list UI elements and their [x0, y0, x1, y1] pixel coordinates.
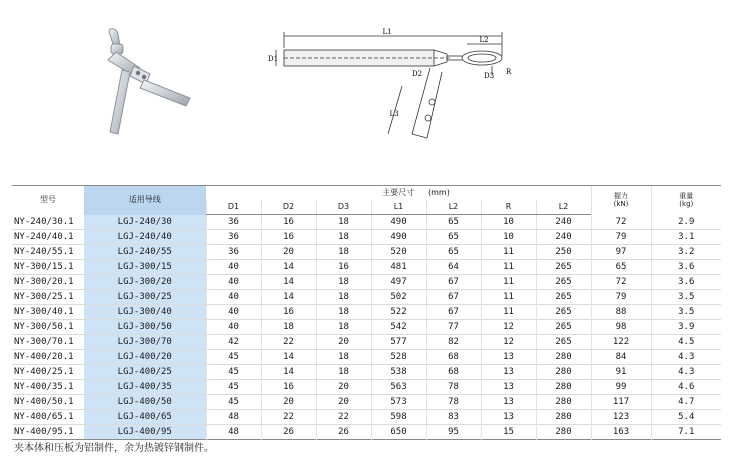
cell-weight: 4.5	[651, 335, 721, 350]
cell-d2: 20	[261, 245, 316, 260]
cell-wire: LGJ-300/40	[84, 305, 206, 320]
cell-weight: 4.3	[651, 365, 721, 380]
cell-d3: 18	[316, 245, 371, 260]
cell-model: NY-400/35.1	[14, 382, 74, 392]
cell-l1: 650	[371, 425, 426, 440]
table-row	[12, 320, 721, 335]
cell-d2: 14	[261, 290, 316, 305]
cell-wire: LGJ-400/50	[84, 395, 206, 410]
cell-l2: 67	[426, 305, 481, 320]
cell-grip: 123	[591, 410, 651, 425]
cell-d2: 16	[261, 215, 316, 230]
spec-table	[12, 185, 721, 440]
cell-d1: 45	[206, 395, 261, 410]
cell-l1: 573	[371, 395, 426, 410]
cell-l2: 65	[426, 230, 481, 245]
header-weight-unit: (kg)	[679, 200, 694, 209]
cell-d1: 40	[206, 320, 261, 335]
cell-l2: 78	[426, 380, 481, 395]
cell-d2: 16	[261, 230, 316, 245]
cell-weight: 3.5	[651, 305, 721, 320]
cell-l2: 77	[426, 320, 481, 335]
dim-label-d1: D1	[268, 55, 279, 63]
cell-d3: 18	[316, 290, 371, 305]
spec-table-body	[12, 215, 721, 440]
cell-d1: 40	[206, 290, 261, 305]
table-row	[12, 245, 721, 260]
cell-l1: 563	[371, 380, 426, 395]
header-grip	[591, 186, 651, 215]
cell-l1: 520	[371, 245, 426, 260]
cell-model: NY-300/40.1	[14, 307, 74, 317]
cell-r: 12	[481, 320, 536, 335]
cell-model: NY-400/95.1	[14, 427, 74, 437]
cell-d3: 20	[316, 380, 371, 395]
cell-l2b: 280	[536, 395, 591, 410]
table-row	[12, 335, 721, 350]
dim-label-r: R	[506, 68, 512, 76]
cell-d1: 40	[206, 305, 261, 320]
cell-model: NY-300/70.1	[14, 337, 74, 347]
header-weight	[651, 186, 721, 215]
cell-l1: 522	[371, 305, 426, 320]
cell-l2b: 265	[536, 260, 591, 275]
cell-d1: 36	[206, 215, 261, 230]
cell-grip: 98	[591, 320, 651, 335]
cell-d1: 48	[206, 410, 261, 425]
header-col-d1: D1	[206, 200, 261, 215]
cell-l2b: 280	[536, 350, 591, 365]
header-model: 型号	[12, 186, 84, 215]
cell-wire: LGJ-240/55	[84, 245, 206, 260]
cell-l2: 65	[426, 245, 481, 260]
cell-model: NY-300/15.1	[14, 262, 74, 272]
cell-model: NY-300/25.1	[14, 292, 74, 302]
cell-model: NY-300/20.1	[14, 277, 74, 287]
cell-l2: 67	[426, 290, 481, 305]
cell-grip: 122	[591, 335, 651, 350]
cell-wire: LGJ-240/40	[84, 230, 206, 245]
dim-label-d3: D3	[484, 72, 495, 80]
cell-d3: 18	[316, 275, 371, 290]
cell-d3: 18	[316, 230, 371, 245]
dimension-drawing	[262, 26, 524, 150]
cell-grip: 99	[591, 380, 651, 395]
cell-model: NY-300/50.1	[14, 322, 74, 332]
header-col-l2b: L2	[536, 200, 591, 215]
cell-l2b: 265	[536, 335, 591, 350]
cell-l2: 68	[426, 365, 481, 380]
cell-r: 10	[481, 230, 536, 245]
cell-weight: 3.6	[651, 260, 721, 275]
cell-weight: 7.1	[651, 425, 721, 440]
cell-l1: 497	[371, 275, 426, 290]
cell-l2: 83	[426, 410, 481, 425]
cell-l2b: 280	[536, 425, 591, 440]
cell-d1: 36	[206, 245, 261, 260]
cell-grip: 72	[591, 275, 651, 290]
cell-grip: 79	[591, 290, 651, 305]
cell-d3: 26	[316, 425, 371, 440]
header-wire: 适用导线	[84, 186, 206, 215]
cell-grip: 84	[591, 350, 651, 365]
cell-l2b: 265	[536, 305, 591, 320]
cell-d1: 45	[206, 350, 261, 365]
footnote: 夹本体和压板为铝制件，余为热镀锌钢制件。	[14, 443, 214, 454]
cell-weight: 4.3	[651, 350, 721, 365]
cell-r: 10	[481, 215, 536, 230]
cell-l2: 67	[426, 275, 481, 290]
cell-model: NY-400/65.1	[14, 412, 74, 422]
cell-r: 11	[481, 260, 536, 275]
header-col-l1: L1	[371, 200, 426, 215]
cell-grip: 163	[591, 425, 651, 440]
cell-d3: 18	[316, 215, 371, 230]
cell-d3: 20	[316, 395, 371, 410]
cell-l1: 490	[371, 230, 426, 245]
cell-d1: 36	[206, 230, 261, 245]
cell-l1: 542	[371, 320, 426, 335]
cell-grip: 88	[591, 305, 651, 320]
cell-d2: 22	[261, 410, 316, 425]
cell-weight: 3.9	[651, 320, 721, 335]
header-unit-mm: (mm)	[428, 188, 450, 197]
table-row	[12, 305, 721, 320]
cell-d1: 40	[206, 275, 261, 290]
header-col-d2: D2	[261, 200, 316, 215]
table-row	[12, 215, 721, 230]
cell-r: 13	[481, 380, 536, 395]
cell-d2: 16	[261, 305, 316, 320]
table-row	[12, 275, 721, 290]
cell-d3: 22	[316, 410, 371, 425]
cell-model: NY-400/50.1	[14, 397, 74, 407]
cell-l2b: 280	[536, 410, 591, 425]
cell-weight: 3.1	[651, 230, 721, 245]
table-row	[12, 350, 721, 365]
cell-model: NY-400/25.1	[14, 367, 74, 377]
dim-label-l2: L2	[479, 36, 489, 44]
cell-l1: 481	[371, 260, 426, 275]
cell-l1: 490	[371, 215, 426, 230]
cell-model: NY-400/20.1	[14, 352, 74, 362]
cell-grip: 91	[591, 365, 651, 380]
cell-grip: 117	[591, 395, 651, 410]
cell-wire: LGJ-400/35	[84, 380, 206, 395]
cell-d2: 14	[261, 275, 316, 290]
cell-l2b: 280	[536, 365, 591, 380]
cell-r: 15	[481, 425, 536, 440]
cell-r: 12	[481, 335, 536, 350]
cell-d3: 18	[316, 305, 371, 320]
cell-d2: 14	[261, 365, 316, 380]
cell-d2: 14	[261, 260, 316, 275]
cell-l1: 598	[371, 410, 426, 425]
cell-l2: 78	[426, 395, 481, 410]
cell-r: 11	[481, 305, 536, 320]
dim-label-l1: L1	[382, 28, 392, 36]
cell-d2: 18	[261, 320, 316, 335]
cell-wire: LGJ-300/25	[84, 290, 206, 305]
cell-d1: 40	[206, 260, 261, 275]
cell-weight: 3.6	[651, 275, 721, 290]
header-col-r: R	[481, 200, 536, 215]
cell-weight: 3.5	[651, 290, 721, 305]
cell-d1: 45	[206, 380, 261, 395]
cell-wire: LGJ-300/70	[84, 335, 206, 350]
cell-l2b: 265	[536, 275, 591, 290]
cell-l2b: 240	[536, 230, 591, 245]
table-row	[12, 290, 721, 305]
table-row	[12, 260, 721, 275]
header-main-dims: 主要尺寸 (mm)	[206, 186, 591, 201]
cell-d3: 18	[316, 320, 371, 335]
cell-wire: LGJ-400/20	[84, 350, 206, 365]
cell-wire: LGJ-240/30	[84, 215, 206, 230]
cell-l1: 538	[371, 365, 426, 380]
cell-d3: 20	[316, 335, 371, 350]
table-row	[12, 230, 721, 245]
cell-wire: LGJ-400/65	[84, 410, 206, 425]
cell-wire: LGJ-300/20	[84, 275, 206, 290]
cell-d3: 18	[316, 350, 371, 365]
cell-d2: 16	[261, 380, 316, 395]
cell-d1: 42	[206, 335, 261, 350]
cell-grip: 79	[591, 230, 651, 245]
cell-l1: 528	[371, 350, 426, 365]
table-row	[12, 395, 721, 410]
header-grip-unit: (kN)	[613, 200, 629, 209]
table-row	[12, 380, 721, 395]
table-row	[12, 410, 721, 425]
cell-r: 13	[481, 410, 536, 425]
cell-l2: 68	[426, 350, 481, 365]
cell-d1: 48	[206, 425, 261, 440]
cell-l1: 577	[371, 335, 426, 350]
table-row	[12, 365, 721, 380]
cell-d2: 14	[261, 350, 316, 365]
cell-model: NY-240/40.1	[14, 232, 74, 242]
cell-l2b: 250	[536, 245, 591, 260]
cell-r: 11	[481, 275, 536, 290]
cell-l2b: 240	[536, 215, 591, 230]
table-row	[12, 425, 721, 440]
cell-wire: LGJ-400/95	[84, 425, 206, 440]
cell-l2b: 265	[536, 290, 591, 305]
cell-d1: 45	[206, 365, 261, 380]
cell-d3: 16	[316, 260, 371, 275]
dim-label-l3: L3	[389, 110, 399, 118]
header-col-l2: L2	[426, 200, 481, 215]
cell-l2: 64	[426, 260, 481, 275]
cell-weight: 2.9	[651, 215, 721, 230]
cell-r: 13	[481, 350, 536, 365]
header-col-d3: D3	[316, 200, 371, 215]
cell-model: NY-240/30.1	[14, 216, 74, 227]
cell-r: 11	[481, 290, 536, 305]
cell-grip: 65	[591, 260, 651, 275]
cell-d3: 18	[316, 365, 371, 380]
cell-wire: LGJ-300/15	[84, 260, 206, 275]
cell-d2: 26	[261, 425, 316, 440]
cell-l2: 82	[426, 335, 481, 350]
cell-wire: LGJ-400/25	[84, 365, 206, 380]
cell-model: NY-240/55.1	[14, 247, 74, 257]
cell-d2: 20	[261, 395, 316, 410]
cell-weight: 3.2	[651, 245, 721, 260]
cell-d2: 22	[261, 335, 316, 350]
cell-l2: 95	[426, 425, 481, 440]
cell-r: 11	[481, 245, 536, 260]
cell-l2b: 280	[536, 380, 591, 395]
cell-weight: 5.4	[651, 410, 721, 425]
dim-label-d2: D2	[412, 70, 423, 78]
cell-wire: LGJ-300/50	[84, 320, 206, 335]
cell-weight: 4.7	[651, 395, 721, 410]
cell-l2b: 265	[536, 320, 591, 335]
cell-r: 13	[481, 395, 536, 410]
cell-r: 13	[481, 365, 536, 380]
cell-l2: 65	[426, 215, 481, 230]
cell-grip: 97	[591, 245, 651, 260]
header-grip-label: 握力	[614, 192, 629, 201]
cell-grip: 72	[591, 215, 651, 230]
cell-l1: 502	[371, 290, 426, 305]
product-photo	[96, 26, 200, 150]
header-weight-label: 重量	[679, 192, 694, 201]
cell-weight: 4.6	[651, 380, 721, 395]
